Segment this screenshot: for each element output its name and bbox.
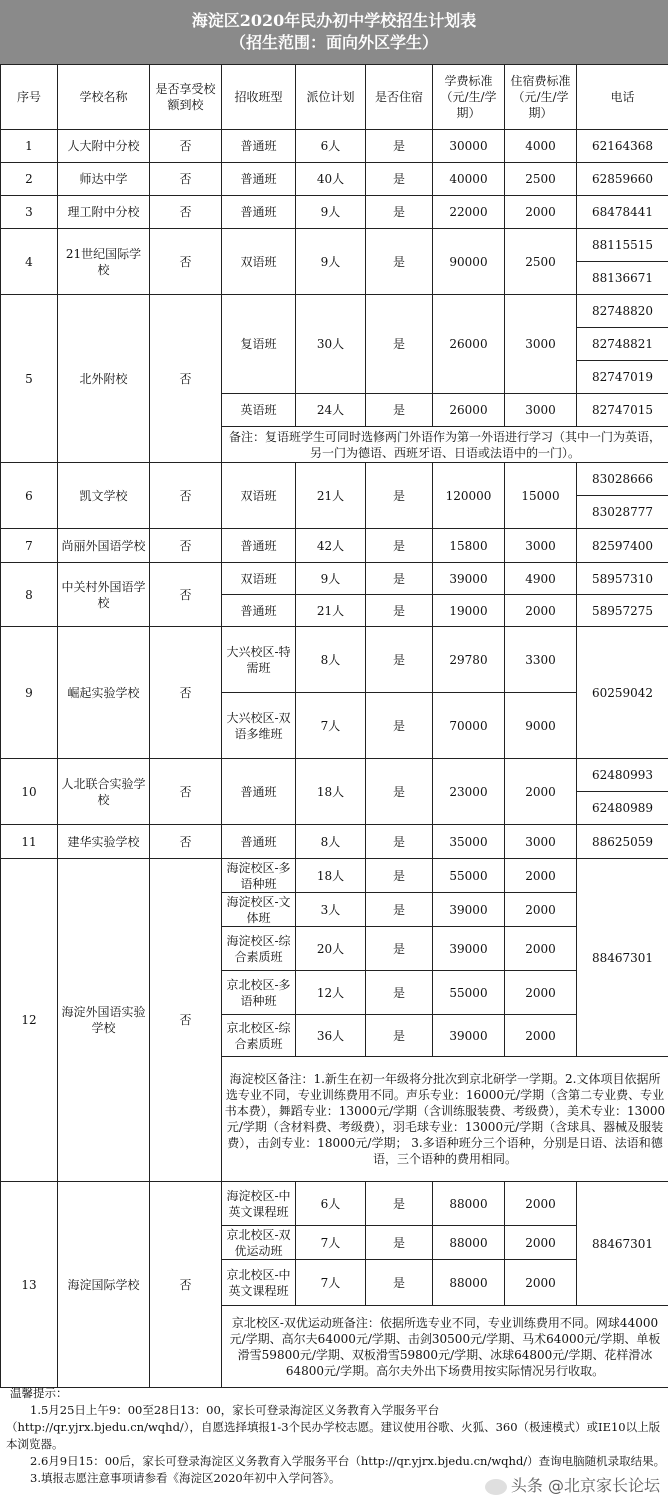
class-type: 双语班 bbox=[222, 563, 296, 595]
watermark bbox=[485, 1473, 660, 1496]
tuition-fee: 30000 bbox=[433, 130, 505, 163]
quota-cell: 否 bbox=[150, 463, 222, 529]
dorm-fee: 3000 bbox=[505, 295, 577, 394]
tuition-fee: 26000 bbox=[433, 394, 505, 427]
title-banner bbox=[0, 0, 668, 64]
class-type: 京北校区-双优运动班 bbox=[222, 1226, 296, 1260]
class-type: 普通班 bbox=[222, 130, 296, 163]
class-type: 普通班 bbox=[222, 759, 296, 825]
tip-item: 1.5月25日上午9：00至28日13：00，家长可登录海淀区义务教育入学服务平台 bbox=[30, 1403, 440, 1417]
quota-cell: 否 bbox=[150, 229, 222, 295]
class-type: 京北校区-中英文课程班 bbox=[222, 1260, 296, 1306]
phone-number: 88115515 bbox=[577, 229, 668, 262]
tuition-fee: 39000 bbox=[433, 893, 505, 927]
boarding-cell: 是 bbox=[366, 693, 433, 759]
tuition-fee: 35000 bbox=[433, 825, 505, 859]
boarding-cell: 是 bbox=[366, 394, 433, 427]
boarding-cell: 是 bbox=[366, 563, 433, 595]
school-name: 海淀国际学校 bbox=[58, 1182, 150, 1388]
class-type: 普通班 bbox=[222, 595, 296, 627]
school-name: 人大附中分校 bbox=[58, 130, 150, 163]
tuition-fee: 55000 bbox=[433, 971, 505, 1015]
phone-number: 88467301 bbox=[577, 859, 668, 1057]
class-type: 京北校区-多语种班 bbox=[222, 971, 296, 1015]
dorm-fee: 2500 bbox=[505, 163, 577, 196]
tuition-fee: 26000 bbox=[433, 295, 505, 394]
boarding-cell: 是 bbox=[366, 825, 433, 859]
class-type: 海淀校区-综合素质班 bbox=[222, 927, 296, 971]
row-number: 4 bbox=[1, 229, 58, 295]
class-type: 双语班 bbox=[222, 229, 296, 295]
header-cell: 派位计划 bbox=[296, 65, 366, 130]
enrollment-plan-table bbox=[0, 64, 668, 1388]
boarding-cell: 是 bbox=[366, 229, 433, 295]
school-name: 理工附中分校 bbox=[58, 196, 150, 229]
tip-item: 3.填报志愿注意事项请参看《海淀区2020年初中入学问答》。 bbox=[30, 1471, 341, 1485]
class-type: 大兴校区-双语多维班 bbox=[222, 693, 296, 759]
tuition-fee: 120000 bbox=[433, 463, 505, 529]
tuition-fee: 39000 bbox=[433, 927, 505, 971]
class-type: 普通班 bbox=[222, 196, 296, 229]
boarding-cell: 是 bbox=[366, 1015, 433, 1057]
phone-number: 82747015 bbox=[577, 394, 668, 427]
tuition-fee: 70000 bbox=[433, 693, 505, 759]
boarding-cell: 是 bbox=[366, 463, 433, 529]
school-name: 北外附校 bbox=[58, 295, 150, 463]
header-cell: 是否住宿 bbox=[366, 65, 433, 130]
dorm-fee: 2000 bbox=[505, 1015, 577, 1057]
boarding-cell: 是 bbox=[366, 295, 433, 394]
plan-count: 3人 bbox=[296, 893, 366, 927]
plan-count: 24人 bbox=[296, 394, 366, 427]
tuition-fee: 39000 bbox=[433, 1015, 505, 1057]
plan-count: 12人 bbox=[296, 971, 366, 1015]
table-row bbox=[1, 229, 668, 262]
school-name: 中关村外国语学校 bbox=[58, 563, 150, 627]
tip-item: 2.6月9日15：00后，家长可登录海淀区义务教育入学服务平台（http://qr.yjrx.bjedu.cn/wqhd/）查询电脑随机录取结果。 bbox=[30, 1454, 666, 1468]
class-type: 大兴校区-特需班 bbox=[222, 627, 296, 693]
tuition-fee: 90000 bbox=[433, 229, 505, 295]
dorm-fee: 4900 bbox=[505, 563, 577, 595]
tuition-fee: 55000 bbox=[433, 859, 505, 893]
row-number: 2 bbox=[1, 163, 58, 196]
plan-count: 9人 bbox=[296, 196, 366, 229]
boarding-cell: 是 bbox=[366, 1182, 433, 1226]
phone-number: 62480989 bbox=[577, 792, 668, 825]
quota-cell: 否 bbox=[150, 163, 222, 196]
watermark-text: 头条 @北京家长论坛 bbox=[510, 1476, 660, 1495]
plan-count: 18人 bbox=[296, 859, 366, 893]
plan-count: 9人 bbox=[296, 229, 366, 295]
tip-item: （http://qr.yjrx.bjedu.cn/wqhd/），自愿选择填报1-3个民办学校志愿。建议使用谷歌、火狐、360（极速模式）或IE10以上版本浏览器。 bbox=[6, 1420, 661, 1451]
boarding-cell: 是 bbox=[366, 627, 433, 693]
tuition-fee: 88000 bbox=[433, 1182, 505, 1226]
row-number: 13 bbox=[1, 1182, 58, 1388]
quota-cell: 否 bbox=[150, 627, 222, 759]
boarding-cell: 是 bbox=[366, 196, 433, 229]
tuition-fee: 39000 bbox=[433, 563, 505, 595]
dorm-fee: 2000 bbox=[505, 1182, 577, 1226]
tuition-fee: 29780 bbox=[433, 627, 505, 693]
dorm-fee: 2000 bbox=[505, 971, 577, 1015]
dorm-fee: 4000 bbox=[505, 130, 577, 163]
boarding-cell: 是 bbox=[366, 529, 433, 563]
dorm-fee: 15000 bbox=[505, 463, 577, 529]
header-cell: 电话 bbox=[577, 65, 668, 130]
dorm-fee: 2000 bbox=[505, 893, 577, 927]
dorm-fee: 3000 bbox=[505, 394, 577, 427]
row-number: 11 bbox=[1, 825, 58, 859]
dorm-fee: 3300 bbox=[505, 627, 577, 693]
table-row bbox=[1, 825, 668, 859]
plan-count: 6人 bbox=[296, 130, 366, 163]
row-number: 7 bbox=[1, 529, 58, 563]
phone-number: 58957310 bbox=[577, 563, 668, 595]
phone-number: 82748821 bbox=[577, 328, 668, 361]
phone-number: 68478441 bbox=[577, 196, 668, 229]
dorm-fee: 2000 bbox=[505, 595, 577, 627]
plan-count: 6人 bbox=[296, 1182, 366, 1226]
class-type: 海淀校区-中英文课程班 bbox=[222, 1182, 296, 1226]
table-row bbox=[1, 295, 668, 328]
plan-count: 7人 bbox=[296, 1260, 366, 1306]
phone-number: 82747019 bbox=[577, 361, 668, 394]
boarding-cell: 是 bbox=[366, 595, 433, 627]
boarding-cell: 是 bbox=[366, 163, 433, 196]
table-row bbox=[1, 196, 668, 229]
class-type: 海淀校区-文体班 bbox=[222, 893, 296, 927]
quota-cell: 否 bbox=[150, 529, 222, 563]
boarding-cell: 是 bbox=[366, 1226, 433, 1260]
header-cell: 招收班型 bbox=[222, 65, 296, 130]
header-cell: 是否享受校额到校 bbox=[150, 65, 222, 130]
table-row bbox=[1, 163, 668, 196]
phone-number: 62480993 bbox=[577, 759, 668, 792]
tuition-fee: 88000 bbox=[433, 1226, 505, 1260]
plan-count: 20人 bbox=[296, 927, 366, 971]
boarding-cell: 是 bbox=[366, 971, 433, 1015]
header-cell: 学校名称 bbox=[58, 65, 150, 130]
dorm-fee: 2500 bbox=[505, 229, 577, 295]
class-type: 英语班 bbox=[222, 394, 296, 427]
class-type: 普通班 bbox=[222, 825, 296, 859]
table-row bbox=[1, 759, 668, 792]
tuition-fee: 22000 bbox=[433, 196, 505, 229]
header-cell: 序号 bbox=[1, 65, 58, 130]
note-cell: 京北校区-双优运动班备注：依据所选专业不同，专业训练费用不同。网球44000元/学期、高尔夫64000元/学期、击剑30500元/学期、马术64000元/学期、单板滑雪59800元/学期、双板滑雪59800元/学期、冰球64800元/学期、花样滑冰64800元/学期。高尔夫外出下场费用按实际情况另行收取。 bbox=[222, 1306, 668, 1388]
table-row bbox=[1, 529, 668, 563]
plan-count: 21人 bbox=[296, 463, 366, 529]
school-name: 21世纪国际学校 bbox=[58, 229, 150, 295]
quota-cell: 否 bbox=[150, 1182, 222, 1388]
tuition-fee: 15800 bbox=[433, 529, 505, 563]
class-type: 复语班 bbox=[222, 295, 296, 394]
class-type: 京北校区-综合素质班 bbox=[222, 1015, 296, 1057]
row-number: 9 bbox=[1, 627, 58, 759]
dorm-fee: 2000 bbox=[505, 1226, 577, 1260]
plan-count: 30人 bbox=[296, 295, 366, 394]
quota-cell: 否 bbox=[150, 130, 222, 163]
plan-count: 18人 bbox=[296, 759, 366, 825]
plan-count: 42人 bbox=[296, 529, 366, 563]
phone-number: 82748820 bbox=[577, 295, 668, 328]
school-name: 建华实验学校 bbox=[58, 825, 150, 859]
table-row bbox=[1, 627, 668, 693]
boarding-cell: 是 bbox=[366, 1260, 433, 1306]
note-cell: 备注：复语班学生可同时选修两门外语作为第一外语进行学习（其中一门为英语，另一门为德语、西班牙语、日语或法语中的一门）。 bbox=[222, 427, 668, 463]
school-name: 师达中学 bbox=[58, 163, 150, 196]
row-number: 6 bbox=[1, 463, 58, 529]
row-number: 5 bbox=[1, 295, 58, 463]
phone-number: 58957275 bbox=[577, 595, 668, 627]
tips-heading: 温馨提示： bbox=[10, 1386, 68, 1400]
wechat-icon bbox=[485, 1479, 507, 1495]
row-number: 8 bbox=[1, 563, 58, 627]
quota-cell: 否 bbox=[150, 859, 222, 1182]
table-header-row bbox=[1, 65, 668, 130]
page-subtitle: （招生范围：面向外区学生） bbox=[229, 33, 438, 52]
row-number: 3 bbox=[1, 196, 58, 229]
row-number: 10 bbox=[1, 759, 58, 825]
dorm-fee: 2000 bbox=[505, 1260, 577, 1306]
school-name: 崛起实验学校 bbox=[58, 627, 150, 759]
class-type: 双语班 bbox=[222, 463, 296, 529]
dorm-fee: 2000 bbox=[505, 759, 577, 825]
boarding-cell: 是 bbox=[366, 893, 433, 927]
plan-count: 9人 bbox=[296, 563, 366, 595]
class-type: 海淀校区-多语种班 bbox=[222, 859, 296, 893]
boarding-cell: 是 bbox=[366, 927, 433, 971]
tuition-fee: 40000 bbox=[433, 163, 505, 196]
phone-number: 88467301 bbox=[577, 1182, 668, 1306]
plan-count: 36人 bbox=[296, 1015, 366, 1057]
tuition-fee: 23000 bbox=[433, 759, 505, 825]
phone-number: 83028666 bbox=[577, 463, 668, 496]
header-cell: 住宿费标准（元/生/学期） bbox=[505, 65, 577, 130]
page-title: 海淀区2020年民办初中学校招生计划表 bbox=[191, 11, 477, 30]
note-cell: 海淀校区备注：1.新生在初一年级将分批次到京北研学一学期。2.文体项目依据所选专业不同，专业训练费用不同。声乐专业：16000元/学期（含第二专业费、专业书本费），舞蹈专业：13000元/学期（含训练服装费、考级费），美术专业：13000元/学期（含材料费、考级费），羽毛球专业：13000元/学期（含球具、器械及服装费），击剑专业：18000元/学期； 3.多语种班分三个语种，分别是日语、法语和德语，三个语种的费用相同。 bbox=[222, 1057, 668, 1182]
header-cell: 学费标准（元/生/学期） bbox=[433, 65, 505, 130]
quota-cell: 否 bbox=[150, 196, 222, 229]
plan-count: 7人 bbox=[296, 1226, 366, 1260]
quota-cell: 否 bbox=[150, 825, 222, 859]
class-type: 普通班 bbox=[222, 163, 296, 196]
tuition-fee: 88000 bbox=[433, 1260, 505, 1306]
phone-number: 62859660 bbox=[577, 163, 668, 196]
phone-number: 62164368 bbox=[577, 130, 668, 163]
phone-number: 88625059 bbox=[577, 825, 668, 859]
table-row bbox=[1, 563, 668, 595]
phone-number: 82597400 bbox=[577, 529, 668, 563]
row-number: 12 bbox=[1, 859, 58, 1182]
dorm-fee: 3000 bbox=[505, 529, 577, 563]
table-row bbox=[1, 130, 668, 163]
boarding-cell: 是 bbox=[366, 759, 433, 825]
dorm-fee: 3000 bbox=[505, 825, 577, 859]
class-type: 普通班 bbox=[222, 529, 296, 563]
school-name: 人北联合实验学校 bbox=[58, 759, 150, 825]
plan-count: 7人 bbox=[296, 693, 366, 759]
dorm-fee: 2000 bbox=[505, 927, 577, 971]
quota-cell: 否 bbox=[150, 563, 222, 627]
school-name: 尚丽外国语学校 bbox=[58, 529, 150, 563]
dorm-fee: 2000 bbox=[505, 196, 577, 229]
plan-count: 8人 bbox=[296, 825, 366, 859]
phone-number: 83028777 bbox=[577, 496, 668, 529]
plan-count: 8人 bbox=[296, 627, 366, 693]
dorm-fee: 2000 bbox=[505, 859, 577, 893]
plan-count: 21人 bbox=[296, 595, 366, 627]
school-name: 海淀外国语实验学校 bbox=[58, 859, 150, 1182]
plan-count: 40人 bbox=[296, 163, 366, 196]
table-row bbox=[1, 1182, 668, 1226]
dorm-fee: 9000 bbox=[505, 693, 577, 759]
school-name: 凯文学校 bbox=[58, 463, 150, 529]
phone-number: 60259042 bbox=[577, 627, 668, 759]
quota-cell: 否 bbox=[150, 295, 222, 463]
boarding-cell: 是 bbox=[366, 859, 433, 893]
phone-number: 88136671 bbox=[577, 262, 668, 295]
table-row bbox=[1, 463, 668, 496]
row-number: 1 bbox=[1, 130, 58, 163]
tuition-fee: 19000 bbox=[433, 595, 505, 627]
table-row bbox=[1, 859, 668, 893]
boarding-cell: 是 bbox=[366, 130, 433, 163]
quota-cell: 否 bbox=[150, 759, 222, 825]
